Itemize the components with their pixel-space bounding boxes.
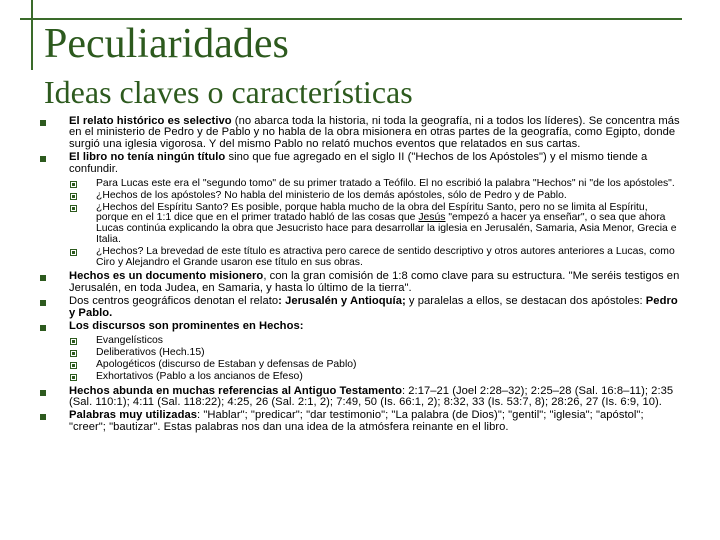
bullet-item-centers bbox=[0, 296, 720, 319]
item-bold: Hechos es un documento misionero bbox=[69, 270, 264, 283]
sub-item-text: Exhortativos (Pablo a los ancianos de Efeso) bbox=[96, 370, 303, 382]
bullet-item-missionary bbox=[0, 271, 720, 294]
sub-item bbox=[0, 348, 720, 359]
item-text: : 2:17–21 (Joel 2:28–32); 2:25–28 (Sal. 16:8–11); 2:35 (Sal. 110:1); 4:11 (Sal. 118:22); 4:25, 26 (Sal. 2:1, 2); 7:49, 50 (Is. 66:1, 2); 8:32, 33 (Is. 53:7, 8); 28:26, 27 (Is. 6:9, 10). bbox=[69, 384, 674, 409]
item-bold: El libro no tenía ningún título bbox=[69, 151, 226, 164]
sub-bullet-icon bbox=[70, 338, 77, 345]
sub-item bbox=[0, 247, 720, 269]
sub-item-text: ¿Hechos de los apóstoles? No habla del ministerio de los demás apóstoles, sólo de Pedro y de Pablo. bbox=[96, 189, 567, 201]
sub-item bbox=[0, 336, 720, 347]
sub-item bbox=[0, 360, 720, 371]
sub-item-text: Apologéticos (discurso de Estaban y defensas de Pablo) bbox=[96, 359, 357, 371]
sub-item bbox=[0, 191, 720, 202]
sub-item-text: Para Lucas este era el "segundo tomo" de su primer tratado a Teófilo. El no escribió la palabra "Hechos" ni "de los apóstoles". bbox=[96, 178, 675, 190]
sub-item-text: ¿Hechos? La brevedad de este título es atractiva pero carece de sentido descriptivo y otros autores anteriores a Lucas, como Ciro y Alejandro el Grande usaron ese título en sus obras. bbox=[96, 245, 675, 268]
item-text: sino que fue agregado en el siglo II ("Hechos de los Apóstoles") y el mismo tiende a confundir. bbox=[69, 151, 648, 175]
item-text: (no abarca toda la historia, ni toda la geografía, ni a todos los líderes). Se concentra más en el ministerio de Pedro y de Pablo y no habla de la obra misionera en otras partes de la geografía, como Egipto, donde surgió una iglesia vigorosa. Y del mismo Pablo no relató muchos eventos que relatados en sus cartas. bbox=[69, 115, 680, 150]
item-bold-2: Pedro y Pablo. bbox=[69, 295, 678, 319]
slide-title: Peculiaridades bbox=[44, 21, 289, 67]
sub-item-text-after: "empezó a hacer ya enseñar", o sea que ahora Lucas continúa explicando la obra que Jesucristo hace para desarrollar la iglesia en Jerusalén, Samaria, Asia Menor, Grecia e Italia. bbox=[96, 212, 677, 246]
sub-bullet-icon bbox=[70, 350, 77, 357]
slide-subtitle: Ideas claves o características bbox=[44, 74, 413, 110]
item-bold: Palabras muy utilizadas bbox=[69, 409, 197, 422]
square-bullet-icon bbox=[40, 390, 46, 396]
item-text: , con la gran comisión de 1:8 como clave para su estructura. "Me seréis testigos en Jerusalén, en toda Judea, en Samaria, y hasta lo último de la tierra". bbox=[69, 270, 680, 294]
slide-content bbox=[0, 116, 720, 435]
item-bold: Los discursos son prominentes en Hechos: bbox=[69, 320, 304, 333]
bullet-item-title bbox=[0, 152, 720, 175]
bullet-item-old-testament bbox=[0, 386, 720, 409]
item-bold: Hechos abunda en muchas referencias al Antiguo Testamento bbox=[69, 384, 402, 397]
sub-bullet-icon bbox=[70, 193, 77, 200]
item-text-2: y paralelas a ellos, se destacan dos apóstoles: bbox=[405, 295, 646, 308]
sub-item-text-underlined: Jesús bbox=[418, 212, 446, 224]
square-bullet-icon bbox=[40, 275, 46, 281]
square-bullet-icon bbox=[40, 414, 46, 420]
item-text: : "Hablar"; "predicar"; "dar testimonio"; "La palabra (de Dios)"; "gentil"; "iglesia"; "apóstol"; "creer"; "bautizar". Estas palabras nos dan una idea de la atmósfera reinante en el libro. bbox=[69, 409, 644, 433]
sub-bullet-icon bbox=[70, 362, 77, 369]
bullet-item-selective bbox=[0, 116, 720, 150]
sub-item bbox=[0, 179, 720, 190]
item-bold: El relato histórico es selectivo bbox=[69, 115, 232, 127]
sub-bullet-icon bbox=[70, 205, 77, 212]
sub-item bbox=[0, 203, 720, 246]
sub-bullet-icon bbox=[70, 181, 77, 188]
square-bullet-icon bbox=[40, 120, 46, 126]
item-bold: : Jerusalén y Antioquía; bbox=[278, 295, 406, 308]
square-bullet-icon bbox=[40, 325, 46, 331]
sub-bullet-icon bbox=[70, 249, 77, 256]
title-sub-list bbox=[0, 179, 720, 268]
sub-item bbox=[0, 372, 720, 383]
sub-item-text: Evangelísticos bbox=[96, 335, 163, 347]
square-bullet-icon bbox=[40, 300, 46, 306]
sub-bullet-icon bbox=[70, 374, 77, 381]
discourse-sub-list bbox=[0, 336, 720, 382]
frame-vertical-line bbox=[31, 0, 33, 70]
sub-item-text-before: ¿Hechos del Espíritu Santo? Es posible, porque habla mucho de la obra del Espíritu Santo, pero no se limita al Espíritu, porque en el 1:1 dice que en el primer tratado habló de las cosas que bbox=[96, 201, 648, 224]
bullet-item-discourses bbox=[0, 321, 720, 332]
bullet-item-words bbox=[0, 410, 720, 433]
sub-item-text: Deliberativos (Hech.15) bbox=[96, 347, 205, 359]
item-text: Dos centros geográficos denotan el relato bbox=[69, 295, 279, 308]
square-bullet-icon bbox=[40, 156, 46, 162]
